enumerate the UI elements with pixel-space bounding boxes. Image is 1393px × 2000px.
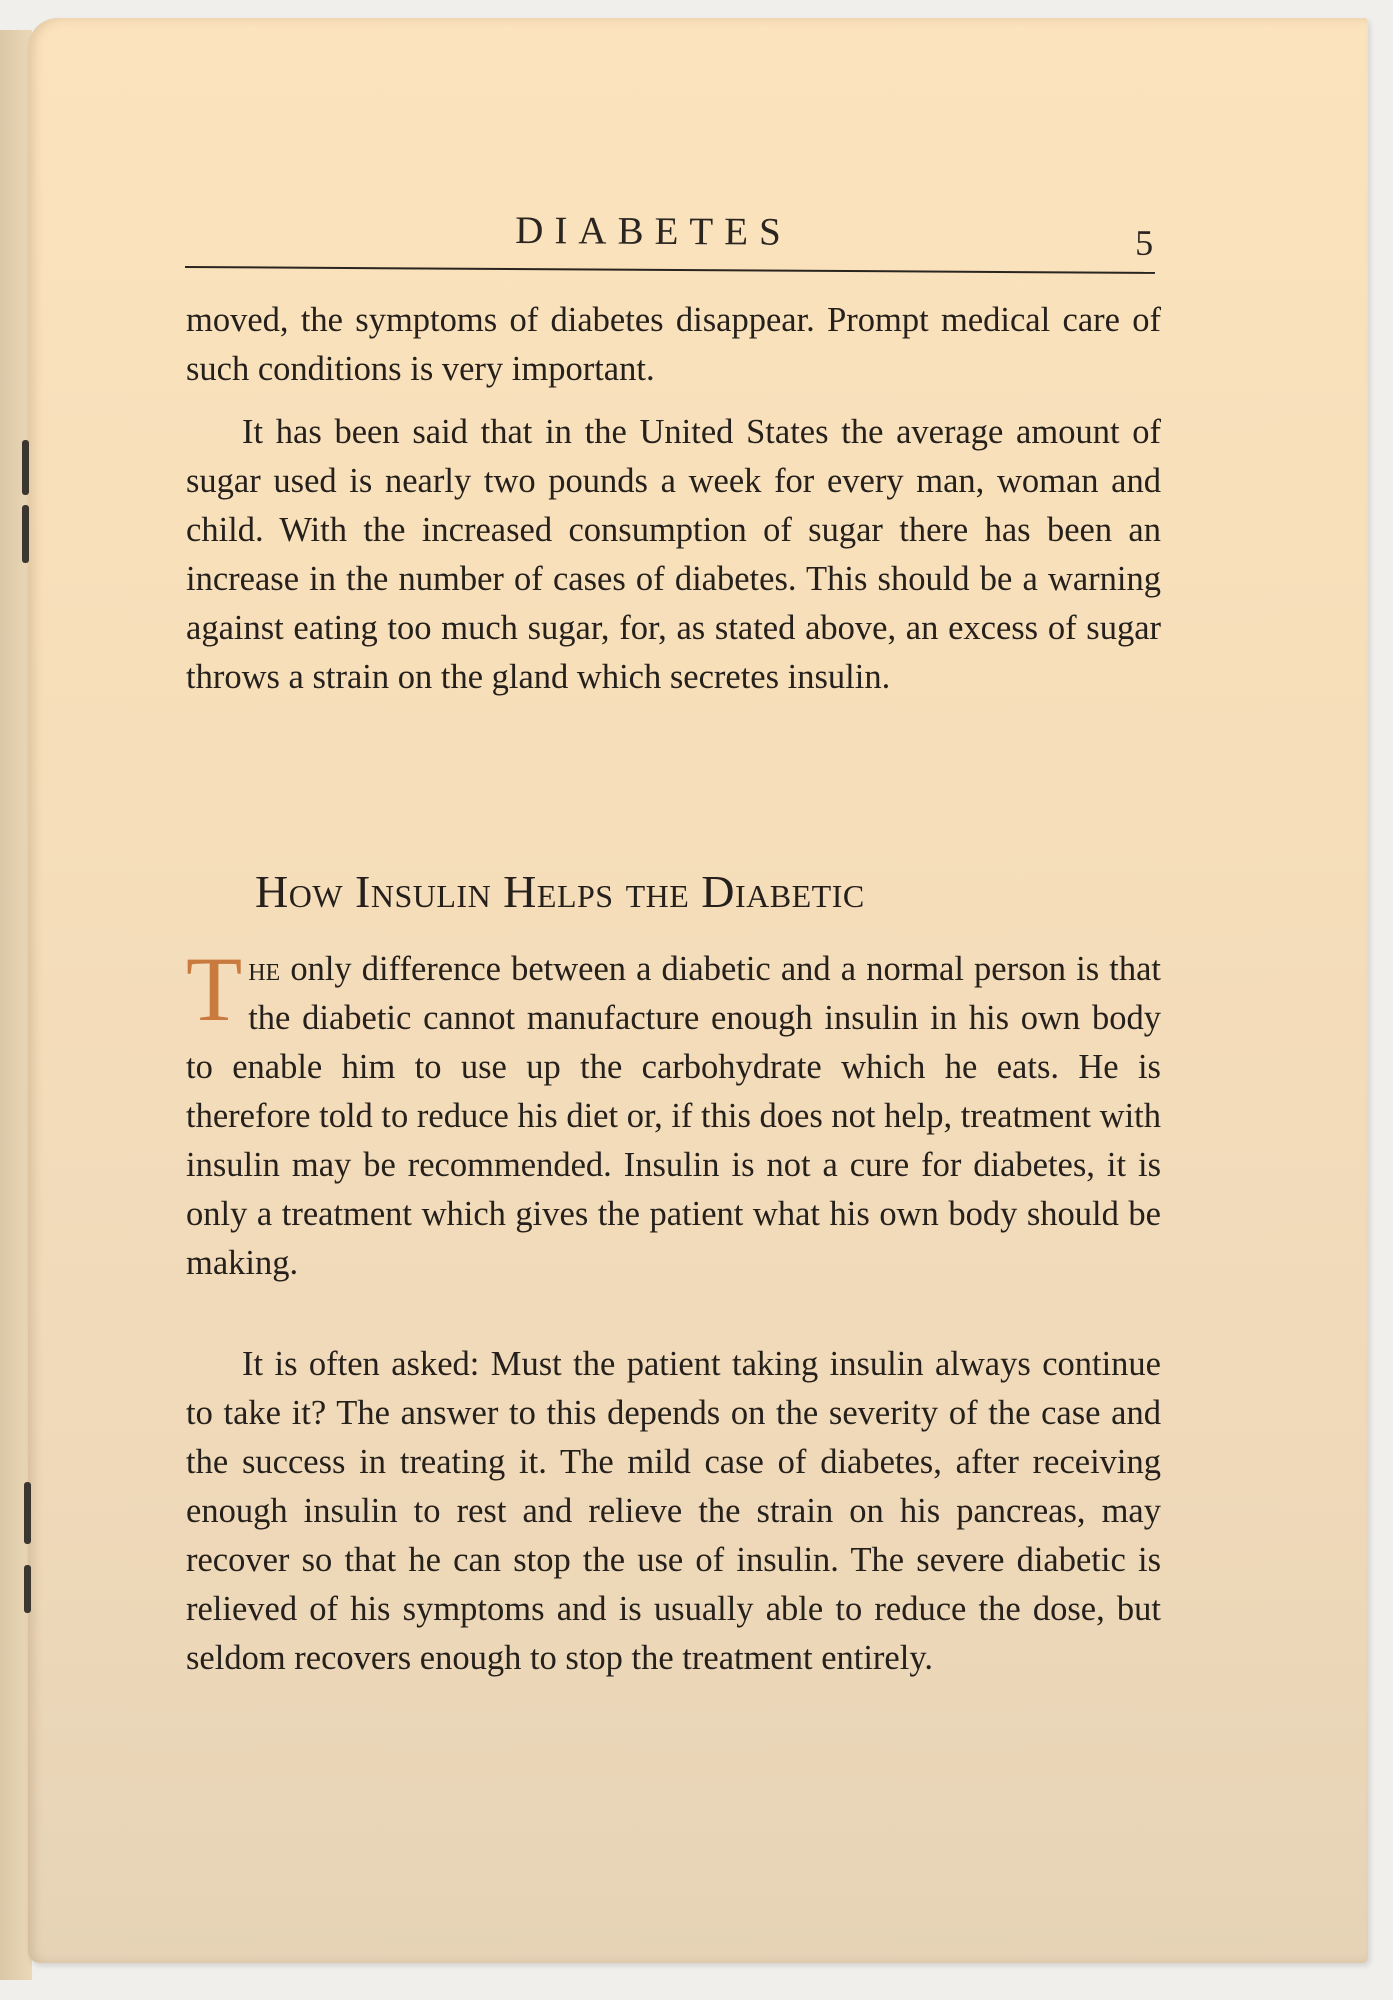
paragraph-insulin-difference — [186, 938, 1161, 1288]
paragraph-continued: moved, the symptoms of diabetes disappear. Prompt medical care of such conditions is very important. — [186, 301, 1161, 388]
paragraph-text: only difference between a diabetic and a normal person is that the diabetic cannot manufacture enough insulin in his own body to enable him to use up the carbohydrate which he eats. He is therefore told to reduce his diet or, if this does not help, treatment with insulin may be recommended. Insulin is not a cure for diabetes, it is only a treatment which gives the patient what his own body should be making. — [186, 950, 1161, 1282]
page-number: 5 — [1135, 222, 1154, 263]
running-head — [185, 209, 1155, 274]
staple-bottom-lower — [24, 1565, 31, 1613]
running-title: DIABETES — [515, 209, 792, 254]
drop-cap: T — [186, 938, 243, 1040]
lead-small-caps: he — [248, 950, 281, 988]
staple-top-upper — [22, 440, 29, 495]
staple-bottom-upper — [24, 1482, 31, 1544]
paragraph-sugar: It has been said that in the United States the average amount of sugar used is nearly two pounds a week for every man, woman and child. With the increased consumption of sugar there has been an increase in the number of cases of diabetes. This should be a warning against eating too much sugar, for, as stated above, an excess of sugar throws a strain on the gland which secretes insulin. — [186, 413, 1161, 696]
staple-top-lower — [22, 505, 29, 563]
paragraph-continue-insulin: It is often asked: Must the patient taking insulin always continue to take it? The answer to this depends on the severity of the case and the success in treating it. The mild case of diabetes, after receiving enough insulin to rest and relieve the strain on his pancreas, may recover so that he can stop the use of insulin. The severe diabetic is relieved of his symptoms and is usually able to reduce the dose, but seldom recovers enough to stop the treatment entirely. — [186, 1345, 1161, 1677]
section-heading: How Insulin Helps the Diabetic — [255, 866, 865, 917]
